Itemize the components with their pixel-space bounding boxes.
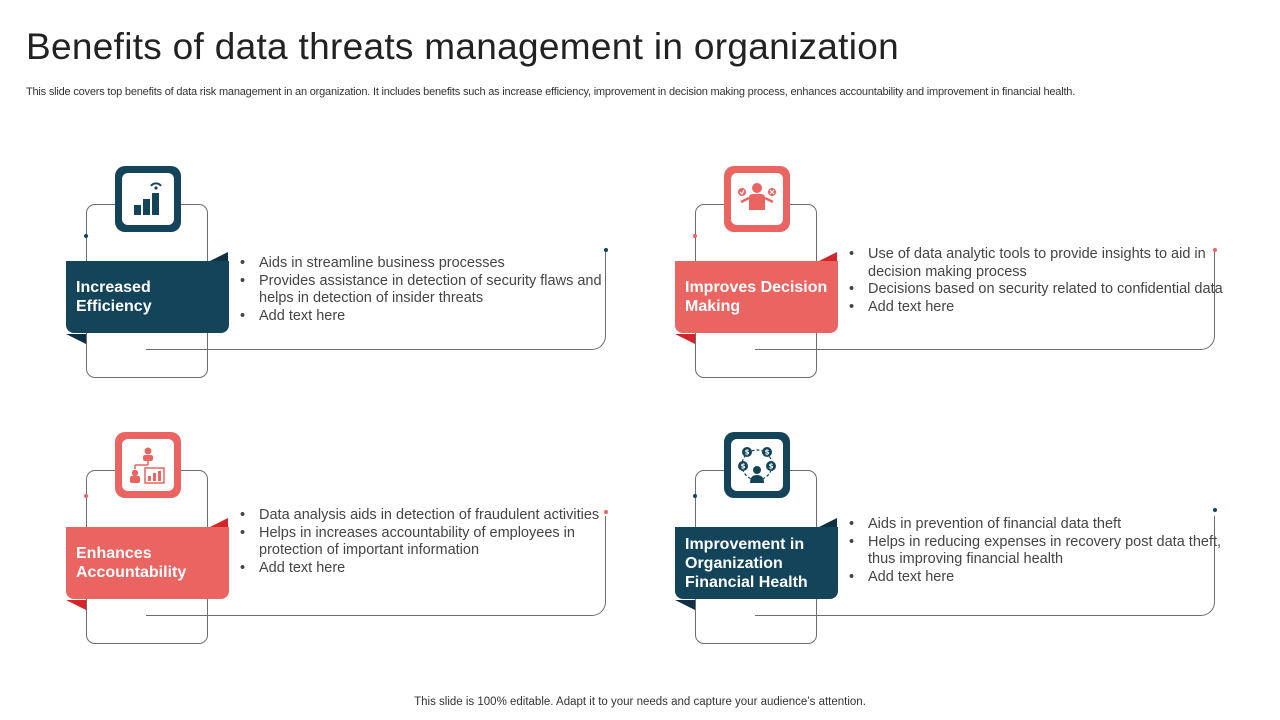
bullet-item: • Helps in reducing expenses in recovery post data theft, thus improving financial health	[849, 534, 1235, 569]
page-title: Benefits of data threats management in organization	[26, 26, 900, 67]
bullet-item: • Add text here	[240, 560, 626, 578]
connector-dot	[84, 234, 88, 238]
benefit-card-accountability	[66, 432, 626, 672]
bullet-list	[240, 507, 626, 577]
icon-box	[724, 432, 790, 498]
page-subtitle: This slide covers top benefits of data risk management in an organization. It includes benefits such as increase efficiency, improvement in decision making process, enhances accountability and improvement in financial health.	[26, 86, 1076, 98]
connector-dot	[604, 248, 608, 252]
svg-text:$: $	[768, 462, 774, 471]
label-fold	[675, 334, 695, 344]
label-fold	[66, 334, 86, 344]
connector-dot	[84, 494, 88, 498]
bullet-list	[240, 255, 626, 325]
org-chart-icon	[127, 444, 169, 486]
bar-chart-growth-icon	[128, 179, 168, 219]
svg-text:$: $	[740, 462, 746, 471]
bullet-item: • Aids in streamline business processes	[240, 255, 626, 273]
bullet-item: • Add text here	[240, 308, 626, 326]
icon-box	[115, 432, 181, 498]
connector-dot	[693, 234, 697, 238]
card-label: Enhances Accountability	[66, 527, 229, 599]
bullet-item: • Aids in prevention of financial data theft	[849, 516, 1235, 534]
svg-text:$: $	[764, 448, 770, 457]
connector-dot	[1213, 508, 1217, 512]
svg-text:$: $	[744, 448, 750, 457]
footer-note: This slide is 100% editable. Adapt it to your needs and capture your audience’s attention.	[414, 696, 866, 708]
benefit-card-efficiency	[66, 166, 626, 406]
bullet-item: • Add text here	[849, 299, 1235, 317]
icon-box	[115, 166, 181, 232]
benefit-card-financial-health	[675, 432, 1235, 672]
card-label: Increased Efficiency	[66, 261, 229, 333]
connector-dot	[693, 494, 697, 498]
financial-cycle-icon	[735, 443, 779, 487]
person-decision-icon	[736, 178, 778, 220]
card-label: Improves Decision Making	[675, 261, 838, 333]
card-label: Improvement in Organization Financial Health	[675, 527, 838, 599]
bullet-list	[849, 516, 1235, 586]
label-fold	[66, 600, 86, 610]
bullet-item: • Helps in increases accountability of employees in protection of important information	[240, 525, 626, 560]
label-fold	[675, 600, 695, 610]
bullet-item: • Add text here	[849, 569, 1235, 587]
bullet-item: • Data analysis aids in detection of fraudulent activities	[240, 507, 626, 525]
bullet-list	[849, 246, 1235, 316]
bullet-item: • Use of data analytic tools to provide insights to aid in decision making process	[849, 246, 1235, 281]
benefit-card-decision	[675, 166, 1235, 406]
icon-box	[724, 166, 790, 232]
bullet-item: • Decisions based on security related to confidential data	[849, 281, 1235, 299]
bullet-item: • Provides assistance in detection of security flaws and helps in detection of insider threats	[240, 273, 626, 308]
